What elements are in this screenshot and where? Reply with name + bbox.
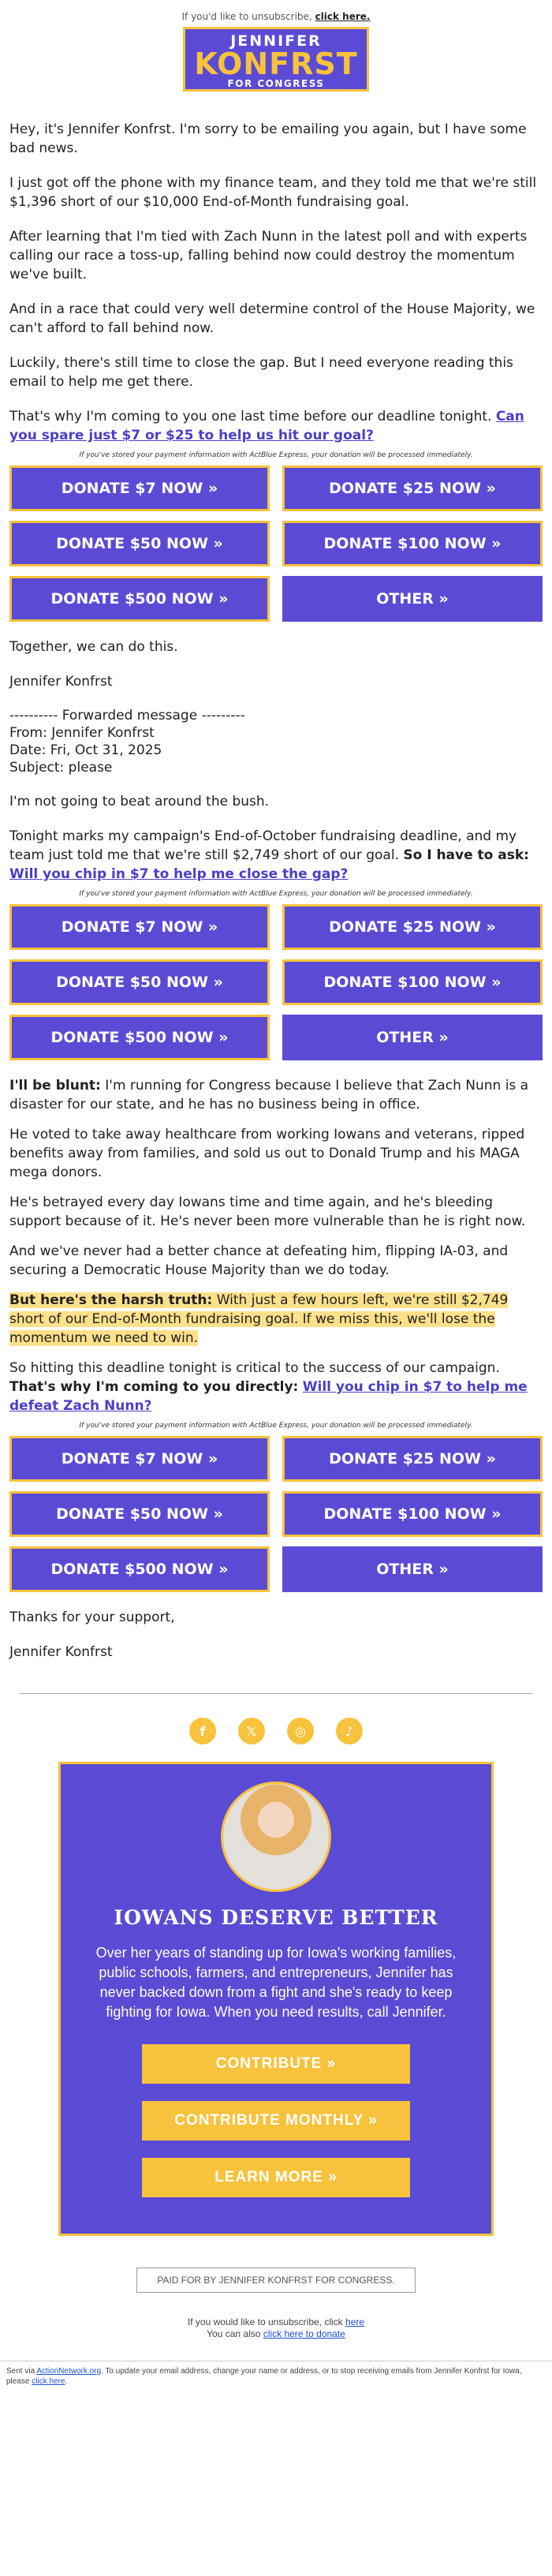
logo-first-name: JENNIFER <box>230 32 322 50</box>
x-twitter-icon[interactable]: 𝕏 <box>238 1718 265 1744</box>
paragraph-15-text: So hitting this deadline tonight is critical to the success of our campaign. <box>9 1360 500 1376</box>
donate-ask-link-3[interactable]: Will you chip in $7 to help me defeat Zach Nunn? <box>9 1379 528 1414</box>
donate-25-button[interactable]: DONATE $25 NOW » <box>282 465 543 511</box>
paragraph-11: He voted to take away healthcare from working Iowans and veterans, ripped benefits away from families, and sold us out to Donald Trump and his MAGA mega donors. <box>9 1127 525 1180</box>
signature-1: Jennifer Konfrst <box>9 674 113 690</box>
donate-7-button[interactable]: DONATE $7 NOW » <box>9 904 270 950</box>
donate-ask-link-1[interactable]: Can you spare just $7 or $25 to help us hit our goal? <box>9 409 524 443</box>
donate-500-button[interactable]: DONATE $500 NOW » <box>9 576 270 622</box>
actblue-note-1: If you've stored your payment information with ActBlue Express, your donation will be processed immediately. <box>79 451 473 459</box>
paragraph-15-bold: That's why I'm coming to you directly: <box>9 1379 299 1395</box>
actionnetwork-link[interactable]: ActionNetwork.org <box>36 2367 102 2376</box>
donate-other-button[interactable]: OTHER » <box>282 576 543 622</box>
paragraph-10-text: I'm running for Congress because I believe that Zach Nunn is a disaster for our state, and he has no business being in office. <box>9 1078 529 1112</box>
signature-2: Jennifer Konfrst <box>9 1644 113 1660</box>
paragraph-14-bold: But here's the harsh truth: <box>9 1292 213 1308</box>
promo-panel <box>58 1762 494 2236</box>
footer-donate-text: You can also <box>207 2328 261 2339</box>
donate-100-button[interactable]: DONATE $100 NOW » <box>282 1491 543 1537</box>
donate-50-button[interactable]: DONATE $50 NOW » <box>9 521 270 566</box>
donate-50-button[interactable]: DONATE $50 NOW » <box>9 959 270 1005</box>
paragraph-13: And we've never had a better chance at defeating him, flipping IA-03, and securing a Democratic House Majority than we do today. <box>9 1243 509 1278</box>
donate-100-button[interactable]: DONATE $100 NOW » <box>282 521 543 566</box>
donate-grid-1 <box>9 465 543 622</box>
promo-text: Over her years of standing up for Iowa's working families, public schools, farmers, and entrepreneurs, Jennifer has never backed down from a fight and she's ready to keep fighting for Iowa. When you need results, call Jennifer. <box>95 1945 457 2020</box>
paragraph-10-bold: I'll be blunt: <box>9 1078 101 1094</box>
top-unsubscribe <box>0 0 552 27</box>
donate-ask-link-2[interactable]: Will you chip in $7 to help me close the gap? <box>9 866 349 882</box>
logo-for-congress: FOR CONGRESS <box>227 78 325 89</box>
donate-500-button[interactable]: DONATE $500 NOW » <box>9 1015 270 1060</box>
paragraph-5: Luckily, there's still time to close the gap. But I need everyone reading this email to help me get there. <box>9 355 513 390</box>
sent-via-notice <box>0 2361 552 2395</box>
forwarded-header <box>9 707 543 776</box>
paragraph-9 <box>9 827 543 884</box>
donate-25-button[interactable]: DONATE $25 NOW » <box>282 904 543 950</box>
paragraph-4: And in a race that could very well determine control of the House Majority, we can't afford to fall behind now. <box>9 301 535 336</box>
paragraph-14-highlight <box>9 1292 508 1346</box>
forwarded-line: ---------- Forwarded message --------- <box>9 708 245 723</box>
paragraph-9-bold: So I have to ask: <box>403 847 529 863</box>
top-unsubscribe-link[interactable]: click here. <box>315 11 371 22</box>
top-unsubscribe-text: If you'd like to unsubscribe, <box>181 11 312 22</box>
promo-title: IOWANS DESERVE BETTER <box>114 1906 438 1929</box>
footer-divider <box>19 1693 533 1694</box>
donate-other-button[interactable]: OTHER » <box>282 1546 543 1592</box>
social-links <box>0 1718 552 1744</box>
email-body <box>0 120 552 1662</box>
campaign-logo <box>183 27 369 92</box>
forwarded-from: From: Jennifer Konfrst <box>9 725 155 741</box>
candidate-photo <box>221 1782 331 1892</box>
donate-grid-2 <box>9 904 543 1060</box>
paragraph-16: Thanks for your support, <box>9 1610 175 1625</box>
actblue-note-2: If you've stored your payment information with ActBlue Express, your donation will be processed immediately. <box>79 890 473 898</box>
footer-unsub-text: If you would like to unsubscribe, click <box>187 2316 343 2327</box>
footer-links <box>0 2316 552 2340</box>
sent-via-text: Sent via <box>6 2367 35 2376</box>
paragraph-1: Hey, it's Jennifer Konfrst. I'm sorry to be emailing you again, but I have some bad news. <box>9 122 527 156</box>
facebook-icon[interactable]: f <box>189 1718 216 1744</box>
donate-50-button[interactable]: DONATE $50 NOW » <box>9 1491 270 1537</box>
paragraph-9-text: Tonight marks my campaign's End-of-October fundraising deadline, and my team just told me that we're still $2,749 short of our goal. <box>9 828 517 863</box>
manage-subscription-link[interactable]: click here <box>32 2377 65 2386</box>
paragraph-10 <box>9 1076 543 1114</box>
forwarded-date: Date: Fri, Oct 31, 2025 <box>9 742 162 758</box>
sent-via-rest: . To update your email address, change your name or address, or to stop receiving emails from Jennifer Konfrst for Iowa, please <box>6 2367 522 2386</box>
paid-for-disclaimer: PAID FOR BY JENNIFER KONFRST FOR CONGRESS. <box>136 2268 416 2293</box>
paragraph-12: He's betrayed every day Iowans time and time again, and he's bleeding support because of it. He's never been more vulnerable than he is right now. <box>9 1195 526 1229</box>
paragraph-8: I'm not going to beat around the bush. <box>9 794 270 809</box>
logo-last-name: KONFRST <box>194 47 358 81</box>
footer-unsub-link[interactable]: here <box>345 2316 365 2327</box>
learn-more-button[interactable]: LEARN MORE » <box>142 2158 410 2197</box>
actblue-note-3: If you've stored your payment information with ActBlue Express, your donation will be processed immediately. <box>79 1422 473 1430</box>
instagram-icon[interactable]: ◎ <box>287 1718 314 1744</box>
paragraph-15 <box>9 1359 543 1415</box>
donate-other-button[interactable]: OTHER » <box>282 1015 543 1060</box>
tiktok-icon[interactable]: ♪ <box>336 1718 363 1744</box>
contribute-button[interactable]: CONTRIBUTE » <box>142 2044 410 2084</box>
paragraph-2: I just got off the phone with my finance team, and they told me that we're still $1,396 short of our $10,000 End-of-Month fundraising goal. <box>9 175 537 210</box>
contribute-monthly-button[interactable]: CONTRIBUTE MONTHLY » <box>142 2101 410 2140</box>
donate-100-button[interactable]: DONATE $100 NOW » <box>282 959 543 1005</box>
sent-via-period: . <box>65 2377 68 2386</box>
donate-grid-3 <box>9 1436 543 1592</box>
paragraph-3: After learning that I'm tied with Zach Nunn in the latest poll and with experts calling our race a toss-up, falling behind now could destroy the momentum we've built. <box>9 229 528 282</box>
donate-25-button[interactable]: DONATE $25 NOW » <box>282 1436 543 1482</box>
donate-500-button[interactable]: DONATE $500 NOW » <box>9 1546 270 1592</box>
paragraph-7: Together, we can do this. <box>9 639 178 655</box>
paragraph-14 <box>9 1291 543 1348</box>
paragraph-14-text: With just a few hours left, we're still $2,749 short of our End-of-Month fundraising goal. If we miss this, we'll lose the momentum we need to win. <box>9 1292 509 1346</box>
paragraph-6 <box>9 407 543 445</box>
footer-donate-link[interactable]: click here to donate <box>263 2328 345 2339</box>
donate-7-button[interactable]: DONATE $7 NOW » <box>9 465 270 511</box>
forwarded-subject: Subject: please <box>9 760 113 776</box>
paragraph-6-text: That's why I'm coming to you one last time before our deadline tonight. <box>9 409 492 424</box>
donate-7-button[interactable]: DONATE $7 NOW » <box>9 1436 270 1482</box>
